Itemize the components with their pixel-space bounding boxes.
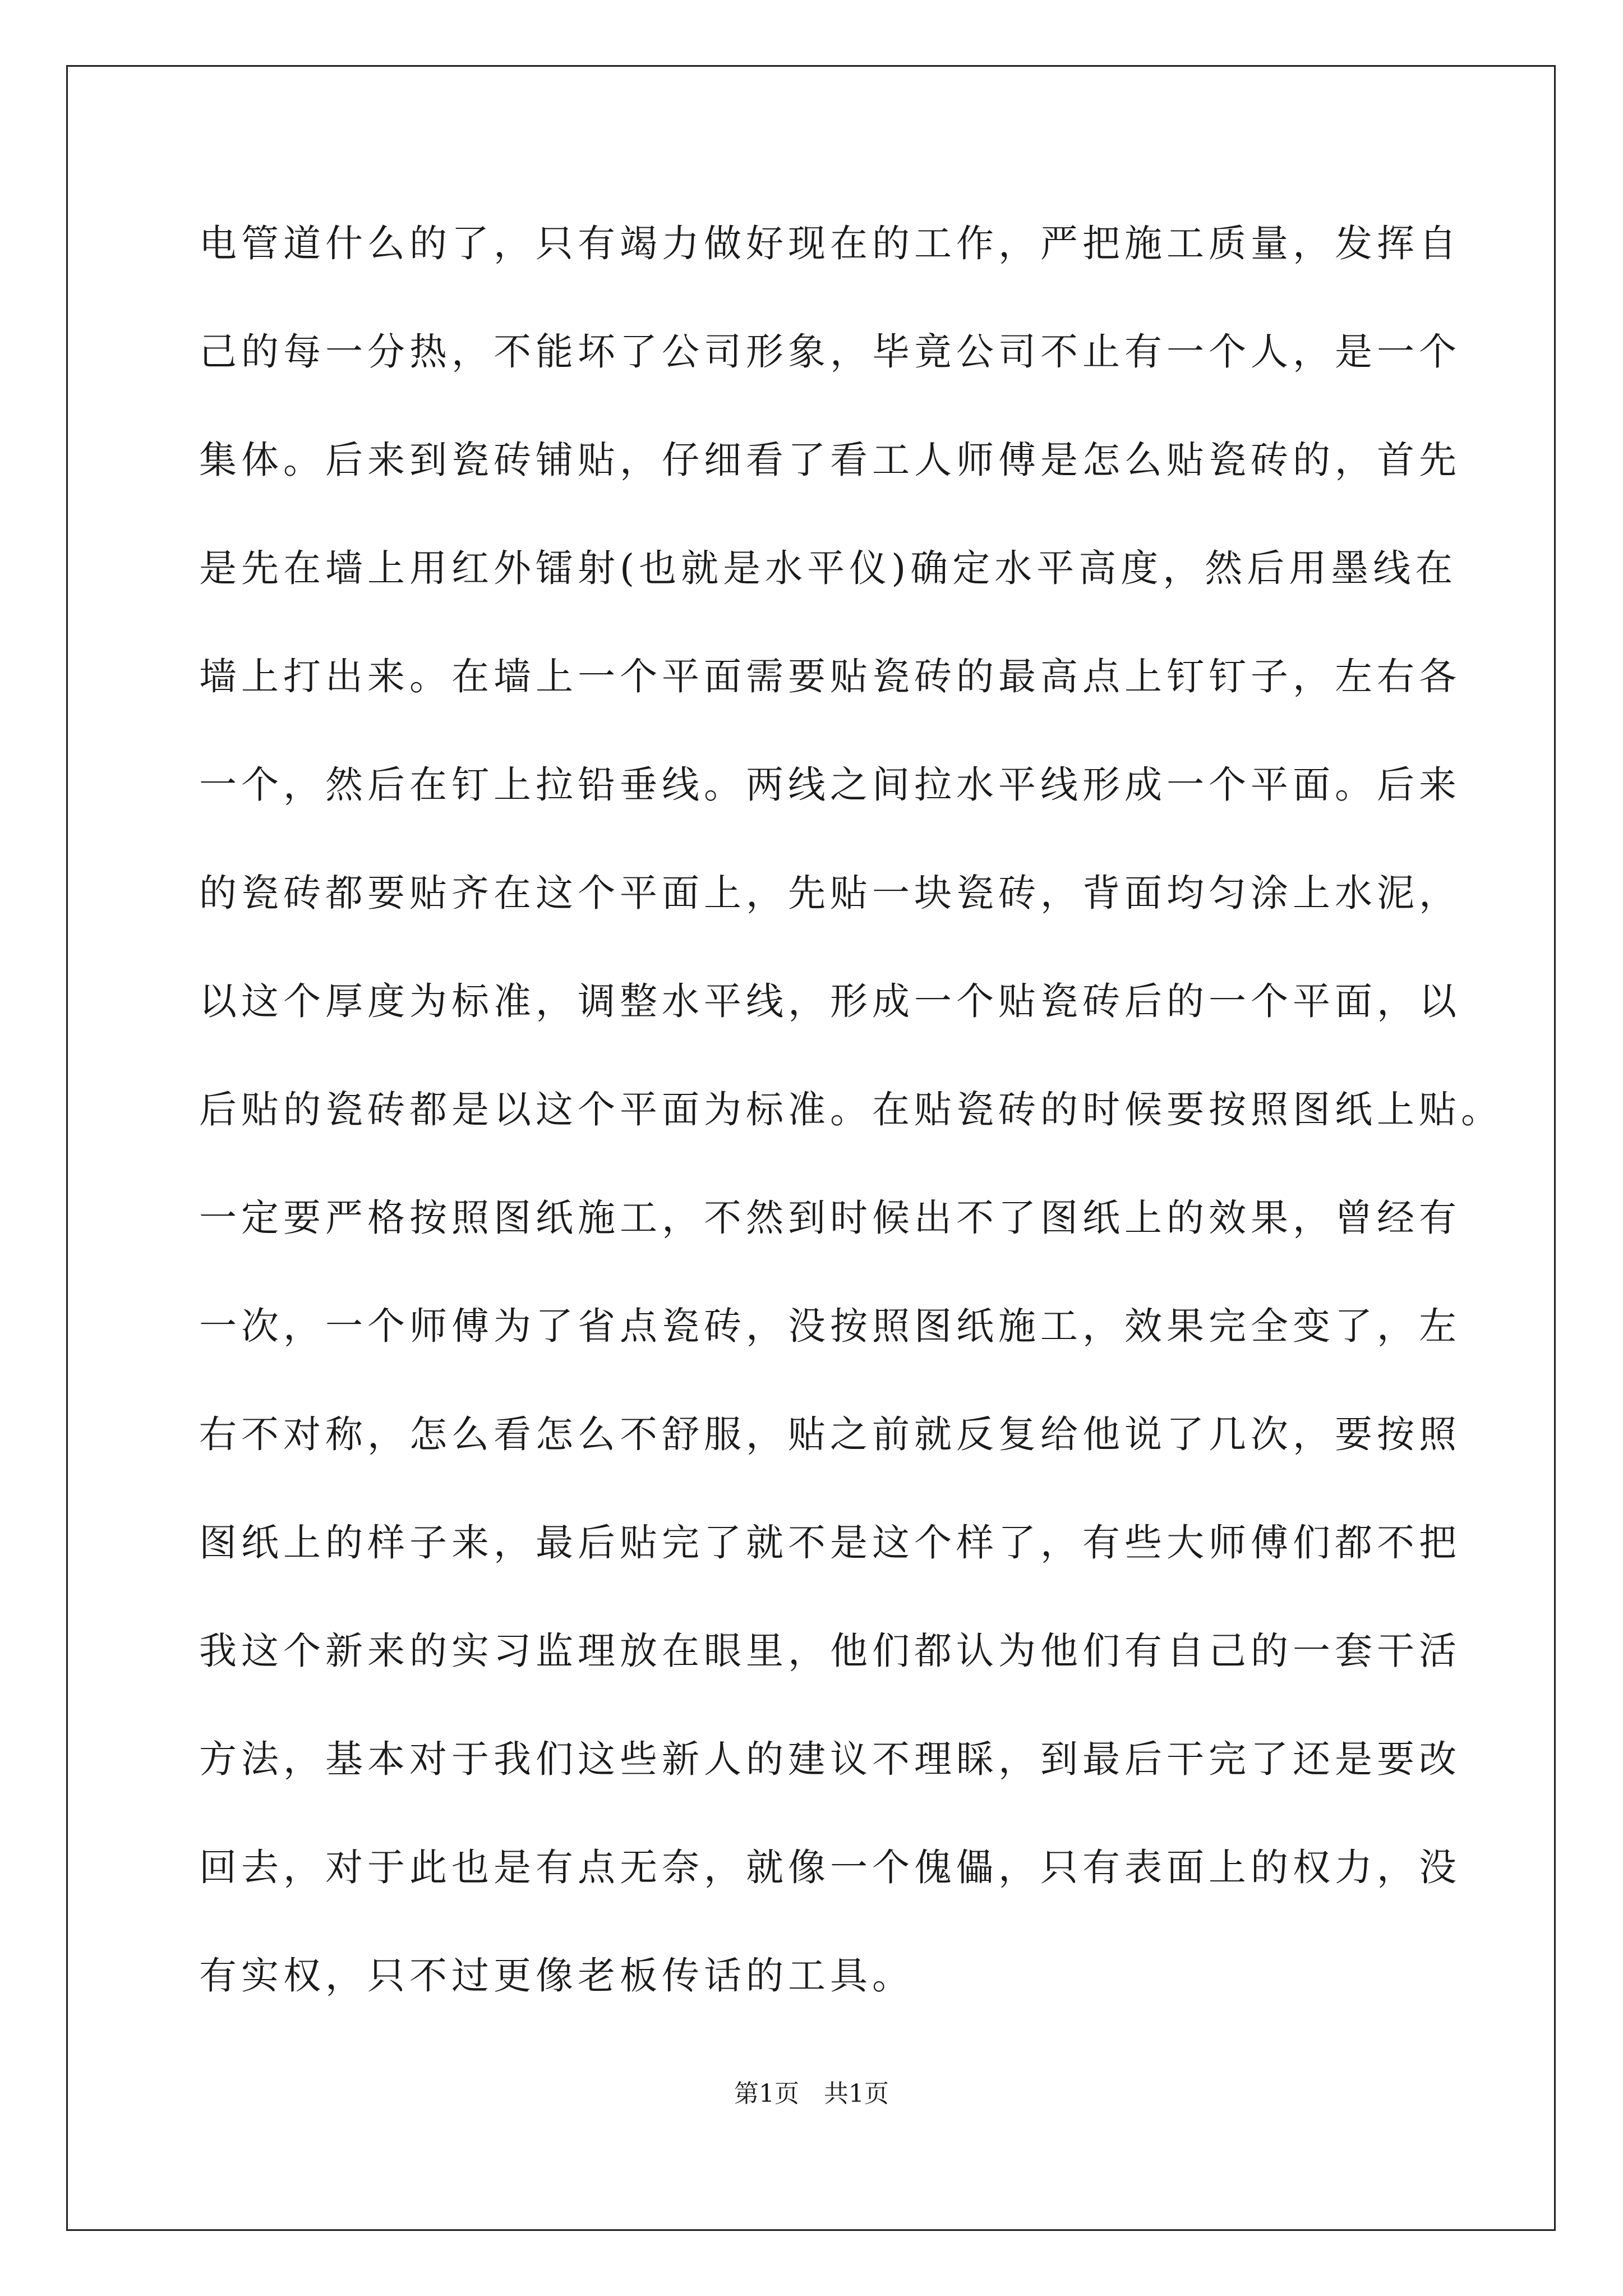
text-line: 一个，然后在钉上拉铅垂线。两线之间拉水平线形成一个平面。后来 [199, 763, 1461, 807]
text-line: 的瓷砖都要贴齐在这个平面上，先贴一块瓷砖，背面均匀涂上水泥， [199, 871, 1461, 915]
text-line: 后贴的瓷砖都是以这个平面为标准。在贴瓷砖的时候要按照图纸上贴。 [199, 1088, 1503, 1131]
text-line: 以这个厚度为标准，调整水平线，形成一个贴瓷砖后的一个平面，以 [199, 979, 1461, 1023]
text-line: 集体。后来到瓷砖铺贴，仔细看了看工人师傅是怎么贴瓷砖的，首先 [199, 438, 1461, 482]
text-line: 方法，基本对于我们这些新人的建议不理睬，到最后干完了还是要改 [199, 1737, 1461, 1781]
text-line: 右不对称，怎么看怎么不舒服，贴之前就反复给他说了几次，要按照 [199, 1412, 1461, 1456]
text-line: 我这个新来的实习监理放在眼里，他们都认为他们有自己的一套干活 [199, 1629, 1461, 1673]
text-line: 图纸上的样子来，最后贴完了就不是这个样了，有些大师傅们都不把 [199, 1521, 1461, 1565]
document-body [199, 215, 1503, 2056]
text-line: 一次，一个师傅为了省点瓷砖，没按照图纸施工，效果完全变了，左 [199, 1304, 1461, 1348]
text-line: 墙上打出来。在墙上一个平面需要贴瓷砖的最高点上钉钉子，左右各 [199, 655, 1461, 698]
text-line: 有实权，只不过更像老板传话的工具。 [199, 1954, 914, 1998]
text-line: 电管道什么的了，只有竭力做好现在的工作，严把施工质量，发挥自 [199, 222, 1461, 265]
text-line: 己的每一分热，不能坏了公司形象，毕竟公司不止有一个人，是一个 [199, 330, 1461, 374]
page-number-footer: 第1页 共1页 [734, 2079, 889, 2108]
text-line: 是先在墙上用红外镭射(也就是水平仪)确定水平高度，然后用墨线在 [199, 546, 1458, 590]
text-line: 回去，对于此也是有点无奈，就像一个傀儡，只有表面上的权力，没 [199, 1846, 1461, 1889]
text-line: 一定要严格按照图纸施工，不然到时候出不了图纸上的效果，曾经有 [199, 1196, 1461, 1240]
